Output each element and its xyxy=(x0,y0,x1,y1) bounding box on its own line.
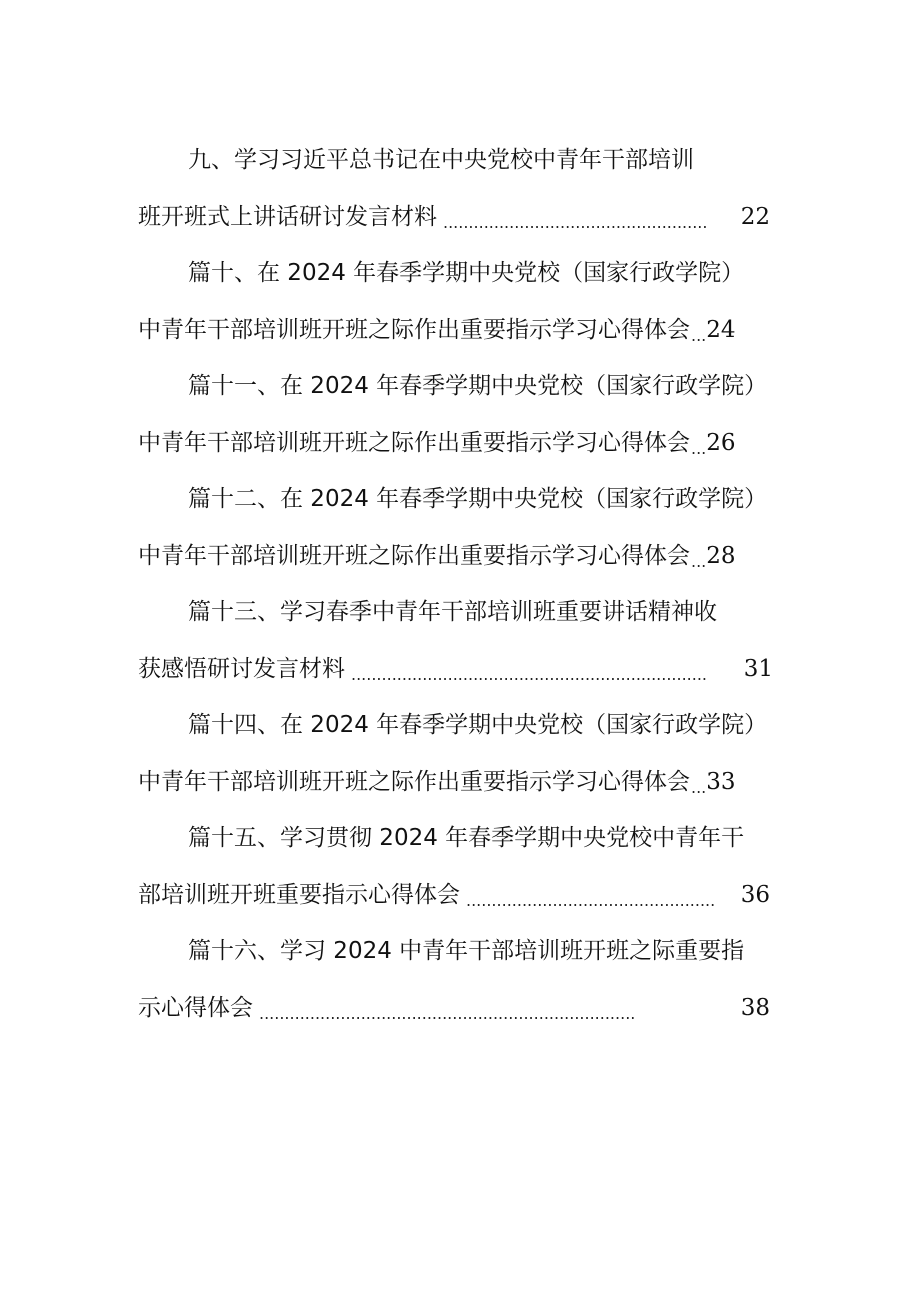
toc-entry-title-line2 xyxy=(0,189,770,245)
dot-leader: .................................................... xyxy=(443,215,708,231)
toc-entry[interactable] xyxy=(0,245,920,358)
toc-entry-title-line2 xyxy=(0,415,740,471)
toc-page-number: 38 xyxy=(740,994,770,1021)
toc-entry-title-line1: 篇十二、在 2024 年春季学期中央党校（国家行政学院） xyxy=(188,486,768,512)
toc-entry-title-text: 中青年干部培训班开班之际作出重要指示学习心得体会 xyxy=(138,429,690,456)
toc-entry[interactable] xyxy=(0,584,920,697)
toc-page-number: 26 xyxy=(706,429,736,456)
toc-entry-title-line1: 篇十三、学习春季中青年干部培训班重要讲话精神收 xyxy=(188,599,717,625)
toc-entry-title-line2 xyxy=(0,754,740,810)
toc-entry-title-line2 xyxy=(0,980,770,1036)
toc-entry-title-line2 xyxy=(0,641,773,697)
toc-entry-title-line1: 篇十一、在 2024 年春季学期中央党校（国家行政学院） xyxy=(188,373,768,399)
toc-entry[interactable] xyxy=(0,810,920,923)
toc-entry-title-text: 部培训班开班重要指示心得体会 xyxy=(138,881,460,908)
dot-leader: ... xyxy=(691,554,707,570)
toc-page-number: 28 xyxy=(706,542,736,569)
toc-entry[interactable] xyxy=(0,358,920,471)
toc-entry[interactable] xyxy=(0,471,920,584)
toc-entry-title-text: 中青年干部培训班开班之际作出重要指示学习心得体会 xyxy=(138,316,690,343)
toc-page-number: 22 xyxy=(740,203,770,230)
toc-page-number: 31 xyxy=(743,655,773,682)
dot-leader: ...................................................................... xyxy=(351,667,708,683)
toc-entry-title-line1: 篇十、在 2024 年春季学期中央党校（国家行政学院） xyxy=(188,260,745,286)
toc-entry-title-text: 中青年干部培训班开班之际作出重要指示学习心得体会 xyxy=(138,768,690,795)
toc-entry-title-text: 获感悟研讨发言材料 xyxy=(138,655,345,682)
toc-page-number: 33 xyxy=(706,768,736,795)
toc-entry-title-text: 中青年干部培训班开班之际作出重要指示学习心得体会 xyxy=(138,542,690,569)
toc-entry[interactable] xyxy=(0,697,920,810)
toc-entry-title-line1: 篇十四、在 2024 年春季学期中央党校（国家行政学院） xyxy=(188,712,768,738)
toc-entry-title-line2 xyxy=(0,867,770,923)
toc-page-number: 24 xyxy=(706,316,736,343)
dot-leader: ... xyxy=(691,780,707,796)
toc-entry[interactable] xyxy=(0,923,920,1036)
toc-entry-title-line1: 篇十六、学习 2024 中青年干部培训班开班之际重要指 xyxy=(188,938,745,964)
toc-entry-title-line1: 九、学习习近平总书记在中央党校中青年干部培训 xyxy=(188,147,694,173)
toc-entry-title-text: 班开班式上讲话研讨发言材料 xyxy=(138,203,437,230)
dot-leader: .......................................................................... xyxy=(259,1006,636,1022)
toc-entry-title-line2 xyxy=(0,302,740,358)
table-of-contents xyxy=(0,132,920,1036)
dot-leader: ... xyxy=(691,328,707,344)
toc-entry-title-text: 示心得体会 xyxy=(138,994,253,1021)
toc-entry[interactable] xyxy=(0,132,920,245)
dot-leader: ................................................. xyxy=(466,893,716,909)
dot-leader: ... xyxy=(691,441,707,457)
toc-page-number: 36 xyxy=(740,881,770,908)
toc-entry-title-line2 xyxy=(0,528,740,584)
toc-entry-title-line1: 篇十五、学习贯彻 2024 年春季学期中央党校中青年干 xyxy=(188,825,745,851)
